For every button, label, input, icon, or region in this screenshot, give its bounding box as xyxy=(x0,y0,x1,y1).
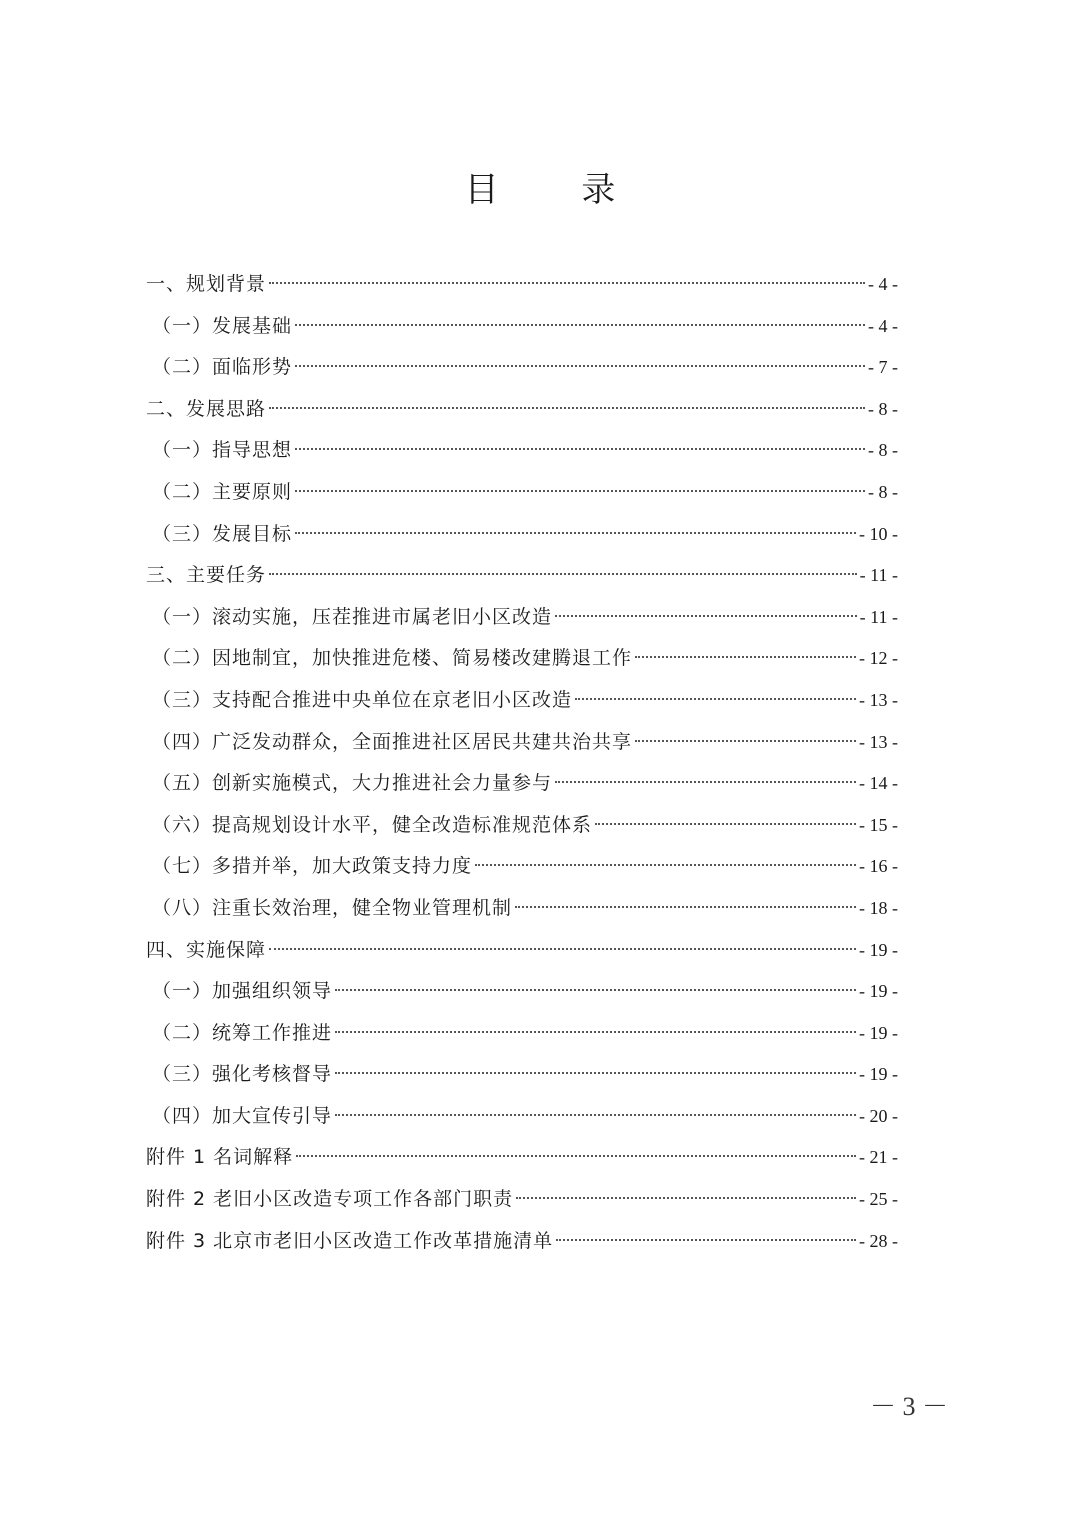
toc-entry[interactable] xyxy=(146,597,898,639)
toc-entry-page: - 11 - xyxy=(859,606,898,627)
toc-entry-page: - 12 - xyxy=(859,648,898,669)
toc-entry-label: （一）指导思想 xyxy=(152,439,293,462)
toc-entry[interactable] xyxy=(146,347,898,389)
toc-dot-leader xyxy=(269,948,856,950)
toc-list xyxy=(146,264,898,1262)
page-number: － 3 － xyxy=(870,1392,949,1421)
toc-entry-label: （二）面临形势 xyxy=(152,356,293,379)
toc-dot-leader xyxy=(269,573,857,575)
toc-entry-label: 四、实施保障 xyxy=(146,938,267,961)
toc-entry[interactable] xyxy=(146,1054,898,1096)
toc-entry[interactable] xyxy=(146,930,898,972)
toc-dot-leader xyxy=(516,1197,856,1199)
toc-dot-leader xyxy=(295,324,865,326)
toc-entry-page: - 18 - xyxy=(859,897,898,918)
toc-title: 目 录 xyxy=(464,170,652,210)
toc-dot-leader xyxy=(635,740,856,742)
toc-entry-page: - 25 - xyxy=(859,1189,898,1210)
toc-entry-page: - 19 - xyxy=(859,1064,898,1085)
toc-entry[interactable] xyxy=(146,846,898,888)
toc-entry-label: 附件 1 名词解释 xyxy=(146,1146,294,1169)
toc-entry-label: （三）支持配合推进中央单位在京老旧小区改造 xyxy=(152,688,573,711)
toc-entry[interactable] xyxy=(146,514,898,556)
toc-dot-leader xyxy=(295,532,856,534)
toc-entry[interactable] xyxy=(146,1137,898,1179)
toc-entry-page: - 19 - xyxy=(859,1022,898,1043)
toc-dot-leader xyxy=(555,781,856,783)
toc-dot-leader xyxy=(295,448,865,450)
toc-entry-page: - 8 - xyxy=(868,440,898,461)
toc-entry-page: - 13 - xyxy=(859,731,898,752)
toc-dot-leader xyxy=(295,490,865,492)
toc-entry-page: - 7 - xyxy=(868,357,898,378)
toc-entry-label: （四）广泛发动群众，全面推进社区居民共建共治共享 xyxy=(152,730,633,753)
toc-entry-page: - 8 - xyxy=(868,398,898,419)
toc-entry-page: - 13 - xyxy=(859,689,898,710)
toc-entry-page: - 4 - xyxy=(868,274,898,294)
toc-entry[interactable] xyxy=(146,680,898,722)
toc-dot-leader xyxy=(635,656,856,658)
toc-entry-label: 二、发展思路 xyxy=(146,397,267,420)
toc-entry-label: （四）加大宣传引导 xyxy=(152,1104,333,1127)
toc-entry[interactable] xyxy=(146,472,898,514)
toc-entry-label: 一、规划背景 xyxy=(146,273,267,295)
toc-entry[interactable] xyxy=(146,1221,898,1263)
toc-dot-leader xyxy=(595,823,856,825)
toc-entry-page: - 8 - xyxy=(868,481,898,502)
toc-dot-leader xyxy=(515,906,856,908)
toc-entry[interactable] xyxy=(146,638,898,680)
toc-dot-leader xyxy=(335,1072,856,1074)
toc-dot-leader xyxy=(555,615,857,617)
toc-dot-leader xyxy=(335,1031,856,1033)
toc-dot-leader xyxy=(575,698,856,700)
toc-entry-label: （七）多措并举，加大政策支持力度 xyxy=(152,855,473,878)
toc-entry-label: （一）滚动实施，压茬推进市属老旧小区改造 xyxy=(152,605,553,628)
toc-dot-leader xyxy=(269,407,865,409)
toc-entry[interactable] xyxy=(146,389,898,431)
toc-entry-page: - 11 - xyxy=(859,565,898,586)
toc-entry-page: - 10 - xyxy=(859,523,898,544)
toc-entry-label: （二）统筹工作推进 xyxy=(152,1021,333,1044)
toc-entry-page: - 20 - xyxy=(859,1105,898,1126)
toc-dot-leader xyxy=(296,1155,856,1157)
toc-entry[interactable] xyxy=(146,971,898,1013)
toc-entry-label: （三）强化考核督导 xyxy=(152,1063,333,1086)
toc-dot-leader xyxy=(335,1114,856,1116)
toc-entry[interactable] xyxy=(146,763,898,805)
toc-entry-label: （三）发展目标 xyxy=(152,522,293,545)
toc-entry-label: 附件 3 北京市老旧小区改造工作改革措施清单 xyxy=(146,1229,554,1252)
toc-entry-label: （五）创新实施模式，大力推进社会力量参与 xyxy=(152,772,553,795)
toc-entry[interactable] xyxy=(146,306,898,348)
toc-dot-leader xyxy=(475,864,856,866)
toc-entry-page: - 16 - xyxy=(859,856,898,877)
toc-entry[interactable] xyxy=(146,1013,898,1055)
toc-entry[interactable] xyxy=(146,805,898,847)
toc-entry[interactable] xyxy=(146,430,898,472)
toc-entry-label: 三、主要任务 xyxy=(146,564,267,587)
toc-entry-label: （二）主要原则 xyxy=(152,480,293,503)
toc-entry-page: - 4 - xyxy=(868,315,898,336)
toc-entry-page: - 21 - xyxy=(859,1147,898,1168)
toc-entry-page: - 28 - xyxy=(859,1230,898,1251)
toc-dot-leader xyxy=(556,1239,856,1241)
toc-entry[interactable] xyxy=(146,888,898,930)
toc-entry[interactable] xyxy=(146,1179,898,1221)
toc-entry-label: （一）发展基础 xyxy=(152,314,293,337)
toc-entry[interactable] xyxy=(146,722,898,764)
toc-dot-leader xyxy=(295,365,865,367)
toc-entry[interactable] xyxy=(146,1096,898,1138)
toc-entry-label: （二）因地制宜，加快推进危楼、简易楼改建腾退工作 xyxy=(152,647,633,670)
toc-entry-label: （一）加强组织领导 xyxy=(152,980,333,1003)
toc-entry[interactable] xyxy=(146,264,898,306)
toc-entry-page: - 19 - xyxy=(859,981,898,1002)
toc-entry-page: - 19 - xyxy=(859,939,898,960)
toc-dot-leader xyxy=(335,989,856,991)
toc-entry-label: 附件 2 老旧小区改造专项工作各部门职责 xyxy=(146,1188,514,1211)
toc-entry[interactable] xyxy=(146,555,898,597)
toc-dot-leader xyxy=(269,282,865,284)
toc-entry-label: （八）注重长效治理，健全物业管理机制 xyxy=(152,896,513,919)
toc-entry-page: - 14 - xyxy=(859,773,898,794)
toc-entry-page: - 15 - xyxy=(859,814,898,835)
toc-entry-label: （六）提高规划设计水平，健全改造标准规范体系 xyxy=(152,813,593,836)
